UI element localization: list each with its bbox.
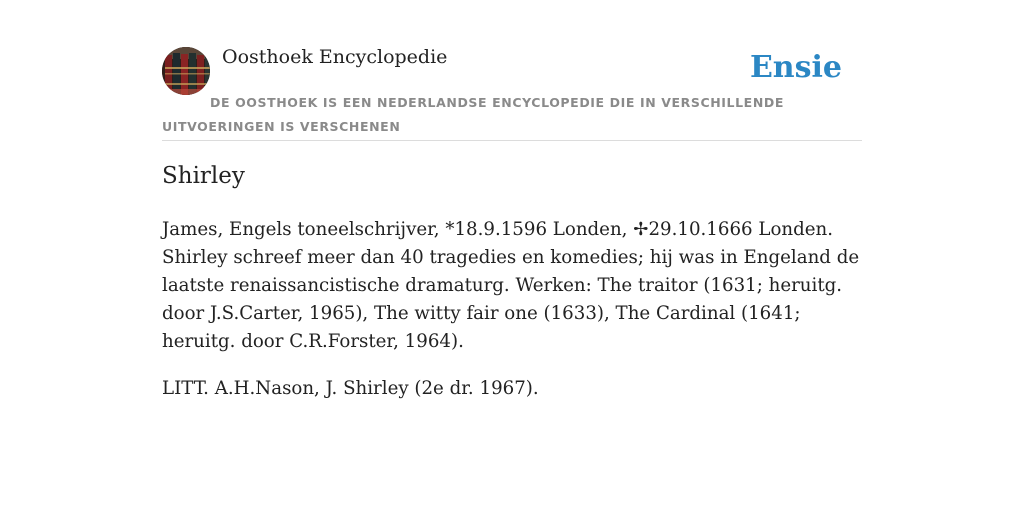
entry-body: James, Engels toneelschrijver, *18.9.1596 Londen, ✢29.10.1666 Londen. Shirley schreef meer dan 40 tragedies en komedies; hij was in Engeland de laatste renaissancistische dramaturg. Werken: The traitor (1631; heruitg. door J.S.Carter, 1965), The witty fair one (1633), The Cardinal (1641; heruitg. door C.R.Forster, 1964). xyxy=(162,219,860,352)
page-container xyxy=(162,0,862,399)
brand-logo[interactable]: Ensie xyxy=(749,50,842,85)
entry-literature: LITT. A.H.Nason, J. Shirley (2e dr. 1967). xyxy=(162,378,539,399)
entry-title: Shirley xyxy=(162,163,245,189)
site-header xyxy=(162,0,862,141)
site-tagline: DE OOSTHOEK IS EEN NEDERLANDSE ENCYCLOPEDIE DIE IN VERSCHILLENDE UITVOERINGEN IS VERSCHENEN xyxy=(162,95,784,134)
book-spines-icon[interactable] xyxy=(162,47,210,95)
site-title[interactable]: Oosthoek Encyclopedie xyxy=(222,46,448,68)
